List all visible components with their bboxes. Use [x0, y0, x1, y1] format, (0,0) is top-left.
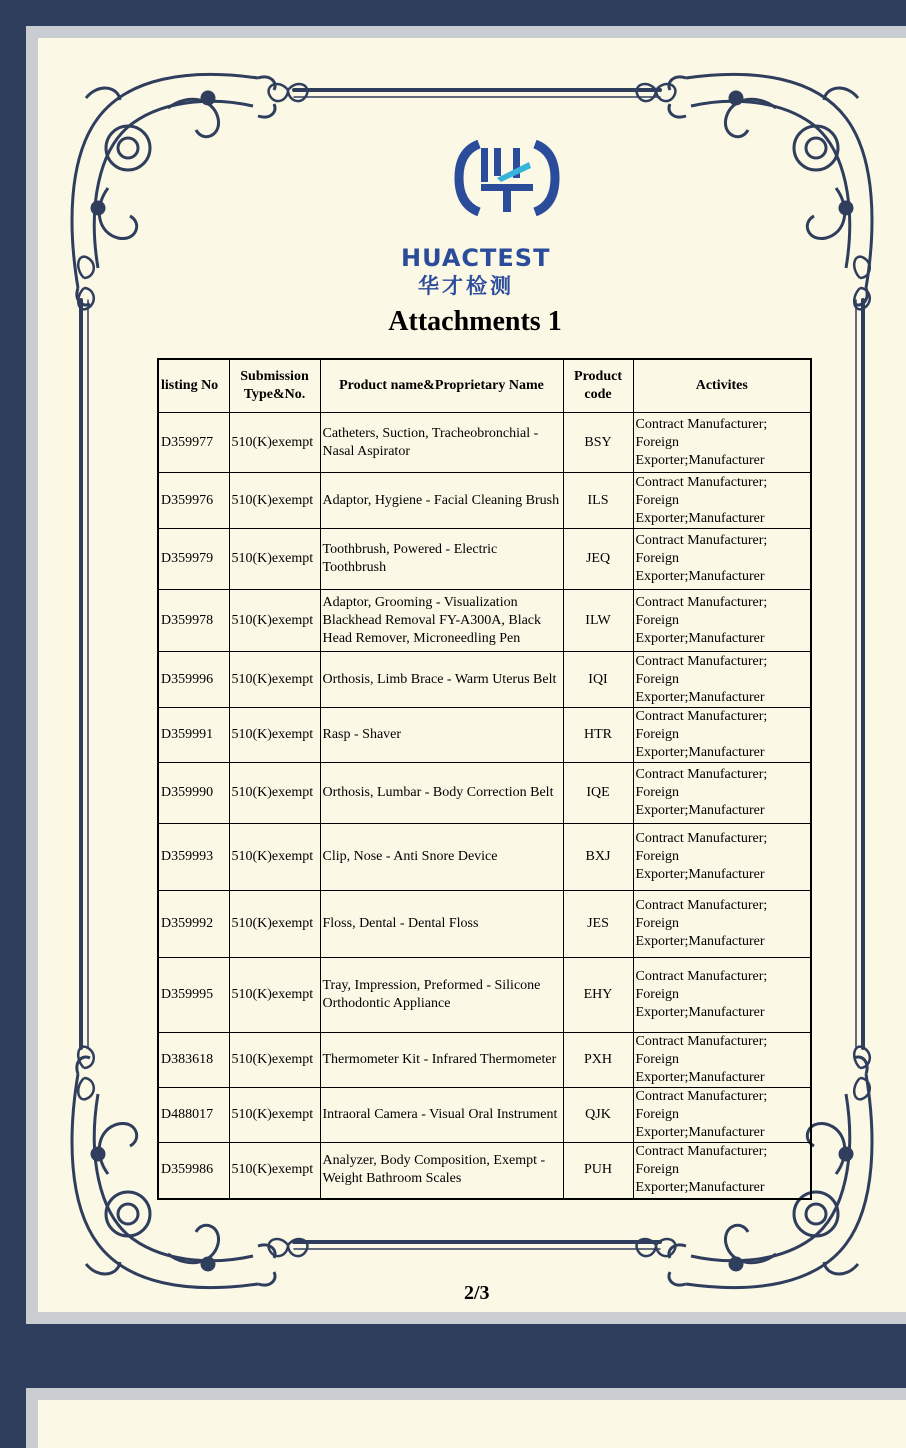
listing-no-cell: D359979 [158, 529, 229, 590]
header-submission: Submission Type&No. [229, 359, 320, 413]
table-row [158, 708, 811, 763]
product-code-cell: PXH [563, 1033, 633, 1088]
activities-cell: Contract Manufacturer; Foreign Exporter;Manufacturer [633, 763, 811, 824]
activities-cell: Contract Manufacturer; Foreign Exporter;Manufacturer [633, 708, 811, 763]
product-name-cell: Tray, Impression, Preformed - Silicone Orthodontic Appliance [320, 958, 563, 1033]
table-row [158, 413, 811, 473]
brand-name-chinese: 华才检测 [418, 274, 514, 298]
product-code-cell: QJK [563, 1088, 633, 1143]
product-code-cell: BSY [563, 413, 633, 473]
table-row [158, 763, 811, 824]
submission-cell: 510(K)exempt [229, 590, 320, 652]
header-listing-no: listing No [158, 359, 229, 413]
product-name-cell: Adaptor, Grooming - Visualization Blackhead Removal FY-A300A, Black Head Remover, Microneedling Pen [320, 590, 563, 652]
header-product-name: Product name&Proprietary Name [320, 359, 563, 413]
listing-no-cell: D359992 [158, 891, 229, 958]
submission-cell: 510(K)exempt [229, 1033, 320, 1088]
activities-cell: Contract Manufacturer; Foreign Exporter;Manufacturer [633, 1143, 811, 1199]
huactest-logo-icon [431, 140, 583, 216]
product-code-cell: BXJ [563, 824, 633, 891]
listing-no-cell: D359986 [158, 1143, 229, 1199]
table-row [158, 824, 811, 891]
submission-cell: 510(K)exempt [229, 529, 320, 590]
table-row [158, 891, 811, 958]
product-name-cell: Floss, Dental - Dental Floss [320, 891, 563, 958]
page-title: Attachments 1 [388, 306, 562, 337]
listing-no-cell: D359990 [158, 763, 229, 824]
submission-cell: 510(K)exempt [229, 473, 320, 529]
activities-cell: Contract Manufacturer; Foreign Exporter;Manufacturer [633, 958, 811, 1033]
table-row [158, 958, 811, 1033]
submission-cell: 510(K)exempt [229, 708, 320, 763]
product-name-cell: Toothbrush, Powered - Electric Toothbrush [320, 529, 563, 590]
table-row [158, 1033, 811, 1088]
activities-cell: Contract Manufacturer; Foreign Exporter;Manufacturer [633, 590, 811, 652]
product-code-cell: JEQ [563, 529, 633, 590]
product-name-cell: Thermometer Kit - Infrared Thermometer [320, 1033, 563, 1088]
listing-no-cell: D359993 [158, 824, 229, 891]
product-code-cell: IQE [563, 763, 633, 824]
submission-cell: 510(K)exempt [229, 413, 320, 473]
product-code-cell: ILW [563, 590, 633, 652]
submission-cell: 510(K)exempt [229, 763, 320, 824]
next-page-edge [26, 1388, 906, 1448]
product-name-cell: Intraoral Camera - Visual Oral Instrument [320, 1088, 563, 1143]
submission-cell: 510(K)exempt [229, 1143, 320, 1199]
listing-no-cell: D359978 [158, 590, 229, 652]
table-header-row [158, 359, 811, 413]
product-code-cell: ILS [563, 473, 633, 529]
product-name-cell: Rasp - Shaver [320, 708, 563, 763]
table-row [158, 590, 811, 652]
submission-cell: 510(K)exempt [229, 824, 320, 891]
activities-cell: Contract Manufacturer; Foreign Exporter;Manufacturer [633, 824, 811, 891]
activities-cell: Contract Manufacturer; Foreign Exporter;Manufacturer [633, 652, 811, 708]
activities-cell: Contract Manufacturer; Foreign Exporter;Manufacturer [633, 473, 811, 529]
listing-no-cell: D359996 [158, 652, 229, 708]
table-row [158, 473, 811, 529]
table-row [158, 1143, 811, 1199]
product-code-cell: HTR [563, 708, 633, 763]
next-page-paper [38, 1400, 906, 1448]
product-code-cell: IQI [563, 652, 633, 708]
listing-no-cell: D359995 [158, 958, 229, 1033]
listing-no-cell: D359991 [158, 708, 229, 763]
table-row [158, 529, 811, 590]
product-name-cell: Orthosis, Limb Brace - Warm Uterus Belt [320, 652, 563, 708]
listing-no-cell: D359977 [158, 413, 229, 473]
activities-cell: Contract Manufacturer; Foreign Exporter;Manufacturer [633, 413, 811, 473]
activities-cell: Contract Manufacturer; Foreign Exporter;Manufacturer [633, 891, 811, 958]
activities-cell: Contract Manufacturer; Foreign Exporter;Manufacturer [633, 1088, 811, 1143]
page-number: 2/3 [464, 1282, 490, 1304]
product-name-cell: Analyzer, Body Composition, Exempt - Weight Bathroom Scales [320, 1143, 563, 1199]
product-name-cell: Clip, Nose - Anti Snore Device [320, 824, 563, 891]
product-code-cell: JES [563, 891, 633, 958]
submission-cell: 510(K)exempt [229, 652, 320, 708]
header-activities: Activites [633, 359, 811, 413]
listing-no-cell: D488017 [158, 1088, 229, 1143]
activities-cell: Contract Manufacturer; Foreign Exporter;Manufacturer [633, 1033, 811, 1088]
product-name-cell: Catheters, Suction, Tracheobronchial - Nasal Aspirator [320, 413, 563, 473]
submission-cell: 510(K)exempt [229, 891, 320, 958]
submission-cell: 510(K)exempt [229, 1088, 320, 1143]
product-name-cell: Orthosis, Lumbar - Body Correction Belt [320, 763, 563, 824]
listing-no-cell: D359976 [158, 473, 229, 529]
header-product-code: Product code [563, 359, 633, 413]
brand-name: HUACTEST [401, 244, 551, 272]
listing-no-cell: D383618 [158, 1033, 229, 1088]
table-row [158, 652, 811, 708]
activities-cell: Contract Manufacturer; Foreign Exporter;Manufacturer [633, 529, 811, 590]
product-name-cell: Adaptor, Hygiene - Facial Cleaning Brush [320, 473, 563, 529]
attachments-table [157, 358, 812, 1200]
product-code-cell: PUH [563, 1143, 633, 1199]
submission-cell: 510(K)exempt [229, 958, 320, 1033]
table-row [158, 1088, 811, 1143]
product-code-cell: EHY [563, 958, 633, 1033]
